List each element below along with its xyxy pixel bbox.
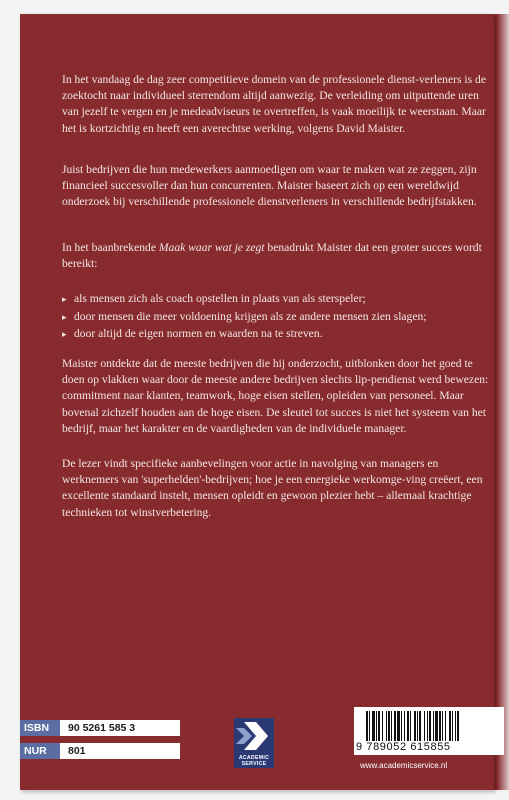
- barcode-bar: [397, 711, 400, 741]
- blurb-text: In het vandaag de dag zeer competitieve domein van de professionele dienst-verleners is de zoektocht naar individueel sterrendom altijd aanwezig. De verleiding om uitputtende uren van jezelf te vergen en je medeadviseurs te overtreffen, is vaak moeilijk te weerstaan. Maar het is kortzichtig en heeft een averechtse werking, volgens David Maister.: [62, 73, 486, 135]
- barcode-bar: [410, 711, 411, 741]
- barcode-bar: [388, 711, 390, 741]
- list-item-text: door mensen die meer voldoening krijgen als ze andere mensen zien slagen;: [74, 309, 427, 323]
- blurb-text: Juist bedrijven die hun medewerkers aanmoedigen om waar te maken wat ze zeggen, zijn financieel succesvoller dan hun concurrenten. Maister baseert zich op een wereldwijd onderzoek bij verschillende professionele dienstverleners in verschillende bedrijfstakken.: [62, 163, 477, 209]
- barcode-digits: 9 789052 615855: [356, 741, 451, 753]
- barcode-bar: [382, 711, 383, 741]
- list-item: [62, 309, 492, 325]
- blurb-paragraph-5: [62, 456, 492, 521]
- barcode-bar: [445, 711, 446, 741]
- bottom-info-band: [20, 712, 494, 772]
- barcode-bar: [427, 711, 428, 741]
- barcode-bar: [439, 711, 441, 741]
- barcode-bar: [457, 711, 459, 741]
- blurb-paragraph-2: [62, 162, 492, 211]
- barcode-bar: [417, 711, 418, 741]
- barcode-bar: [404, 711, 405, 741]
- publisher-logo: [230, 714, 278, 770]
- nur-label: NUR: [20, 743, 60, 759]
- barcode-bar: [376, 711, 377, 741]
- blurb-text: Maister ontdekte dat de meeste bedrijven die hij onderzocht, uitblonken door het goed te doen op vlakken waar door de meeste andere bedrijven slechts lip-pendienst werd bewezen: commitment naar klanten, teamwork, hoge eisen stellen, opleiden van personeel. Maar bovenal zichzelf houden aan de hoge eisen. De sleutel tot succes is niet het systeem van het bedrijf, maar het karakter en de vaardigheden van de individuele manager.: [62, 357, 489, 435]
- list-item-text: door altijd de eigen normen en waarden na te streven.: [74, 327, 323, 341]
- barcode-bar: [401, 711, 402, 741]
- barcode-bar: [455, 711, 456, 741]
- bullet-list: [62, 291, 492, 344]
- list-item: [62, 291, 492, 307]
- barcode-bar: [378, 711, 380, 741]
- barcode-bar: [449, 711, 451, 741]
- barcode-bar: [429, 711, 431, 741]
- isbn-row: [20, 720, 180, 736]
- nur-row: [20, 743, 180, 759]
- nur-value: 801: [60, 743, 180, 759]
- list-item-text: als mensen zich als coach opstellen in plaats van als sterspeler;: [74, 292, 366, 305]
- isbn-value: 90 5261 585 3: [60, 720, 180, 736]
- barcode-bar: [366, 711, 368, 741]
- list-item: [62, 326, 492, 342]
- blurb-text: De lezer vindt specifieke aanbevelingen voor actie in navolging van managers en werknemers van 'superhelden'-bedrijven; hoe je een energieke werkomge-ving creëert, een excellente standaard instelt, mensen opleidt en gewoon plezier hebt – allemaal krachtige technieken tot winstverbetering.: [62, 457, 483, 519]
- barcode-bar: [442, 711, 443, 741]
- blurb-paragraph-3: [62, 240, 492, 272]
- publisher-url: www.academicservice.nl: [360, 761, 448, 770]
- logo-line-1: ACADEMIC: [238, 755, 270, 761]
- logo-line-2: SERVICE: [241, 760, 267, 767]
- bullet-arrow-icon: ▸: [62, 311, 67, 322]
- barcode-bar: [369, 711, 370, 741]
- logo-text: [230, 756, 278, 767]
- isbn-label: ISBN: [20, 720, 60, 736]
- blurb-paragraph-1: [62, 72, 492, 137]
- blurb-paragraph-4: [62, 356, 492, 437]
- barcode-bar: [433, 711, 434, 741]
- blurb-text: [62, 240, 492, 272]
- barcode-bar: [452, 711, 453, 741]
- barcode-bar: [386, 711, 387, 741]
- barcode-bar: [372, 711, 375, 741]
- barcode-bars: [366, 711, 492, 741]
- bullet-arrow-icon: ▸: [62, 294, 67, 304]
- barcode-bar: [394, 711, 396, 741]
- book-back-cover: [20, 14, 494, 790]
- barcode-bar: [391, 711, 392, 741]
- book-title-italic: Maak waar wat je zegt: [158, 241, 265, 254]
- barcode: [354, 707, 504, 755]
- barcode-bar: [419, 711, 421, 741]
- bullet-arrow-icon: ▸: [62, 329, 67, 340]
- blurb-text-start: In het baanbrekende: [62, 241, 159, 254]
- blurb-text-end: benadrukt Maister dat een groter succes wordt bereikt:: [62, 241, 482, 271]
- barcode-bar: [407, 711, 409, 741]
- barcode-bar: [424, 711, 425, 741]
- barcode-bar: [435, 711, 438, 741]
- barcode-bar: [414, 711, 416, 741]
